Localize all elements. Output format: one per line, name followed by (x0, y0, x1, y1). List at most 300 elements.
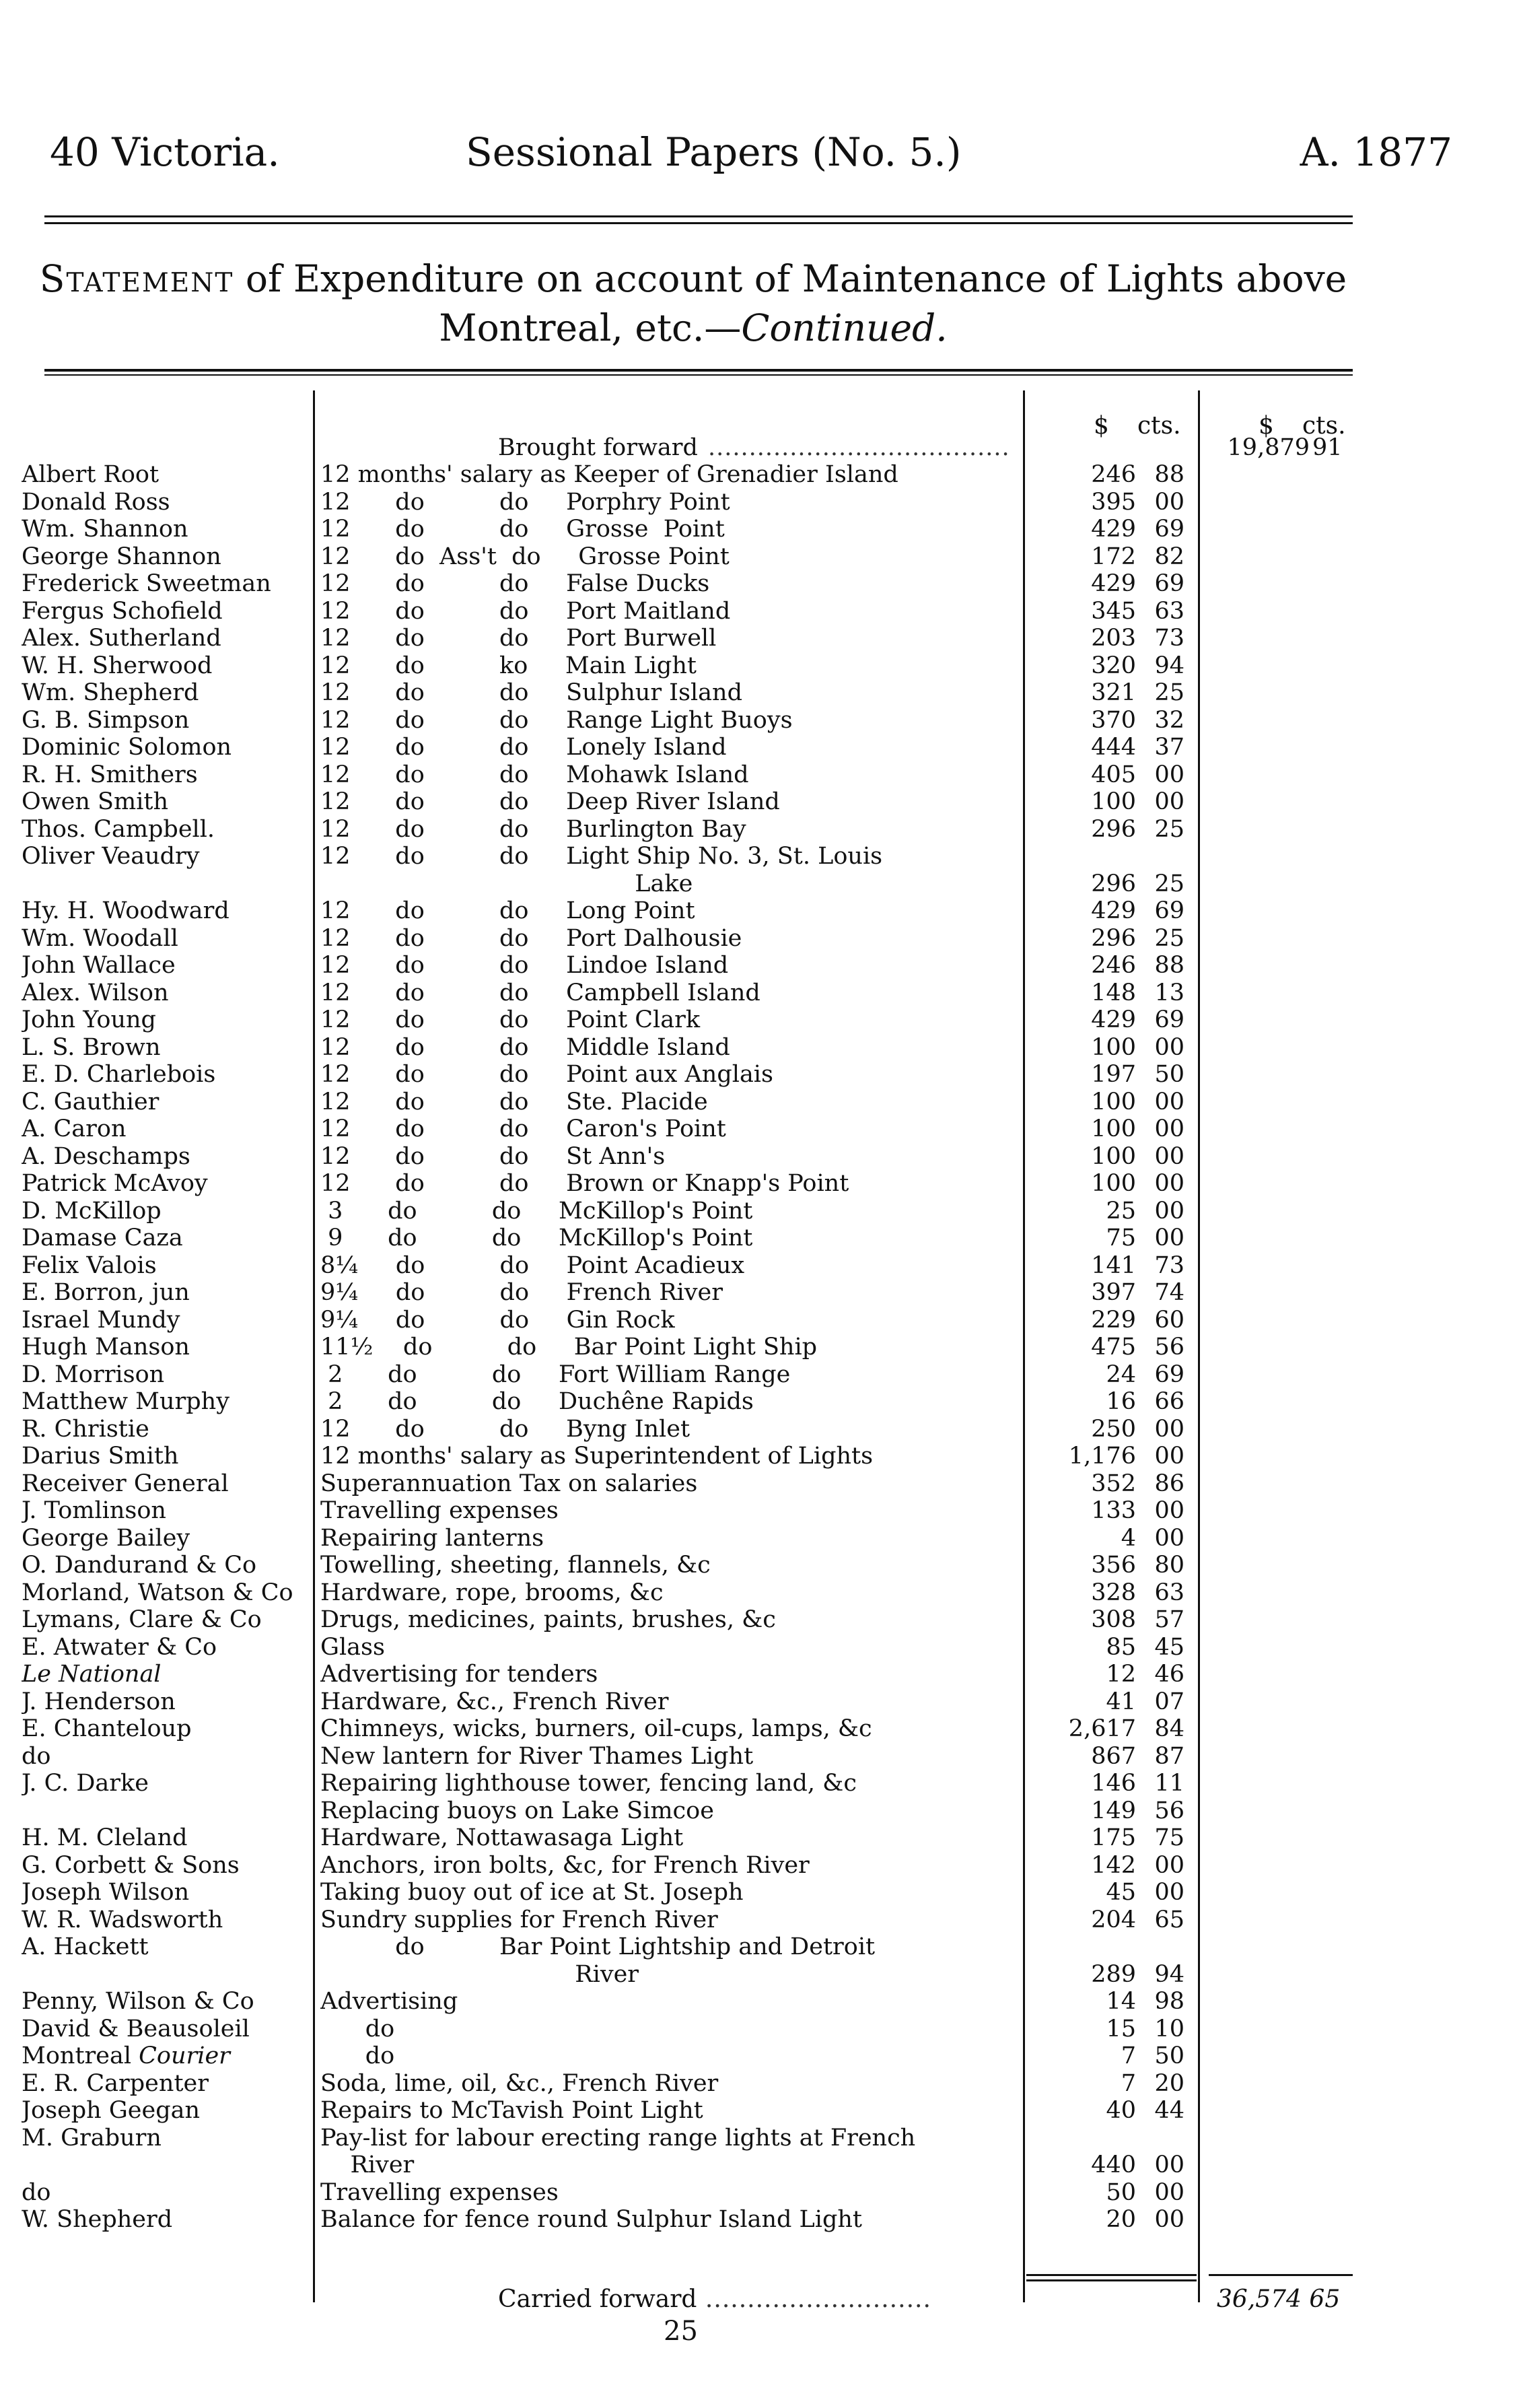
table-row (0, 1416, 1523, 1443)
table-row (0, 1906, 1523, 1934)
payee-name: A. Hackett (22, 1933, 149, 1960)
amount-dollars: 321 (1091, 679, 1136, 706)
table-row (0, 1170, 1523, 1198)
amount-dollars: 197 (1091, 1061, 1136, 1088)
table-row (0, 1634, 1523, 1661)
amount-dollars: 7 (1121, 2069, 1136, 2097)
expense-description: 12 do do Byng Inlet (320, 1415, 690, 1443)
expense-description: 11½ do do Bar Point Light Ship (320, 1334, 818, 1361)
payee-name: Wm. Woodall (22, 924, 178, 952)
table-row (0, 516, 1523, 543)
total-rule (1209, 2274, 1353, 2276)
expense-description: Repairing lanterns (320, 1524, 544, 1552)
amount-cents: 66 (1154, 1388, 1184, 1415)
amount-cents: 00 (1154, 1415, 1184, 1443)
carried-forward-cents: 65 (1309, 2285, 1341, 2313)
table-row (0, 1115, 1523, 1143)
payee-name: L. S. Brown (22, 1033, 161, 1061)
table-row (0, 2016, 1523, 2043)
amount-dollars: 15 (1106, 2015, 1136, 2042)
payee-name: Hugh Manson (22, 1334, 190, 1361)
table-row (0, 1198, 1523, 1225)
brought-forward-leader: ..................................... (708, 434, 1010, 461)
amount-cents: 46 (1154, 1661, 1184, 1688)
payee-name: G. Corbett & Sons (22, 1851, 240, 1879)
payee-name: R. Christie (22, 1415, 149, 1443)
col1-currency-header: $ (1094, 412, 1109, 440)
expense-description: 12 do do Deep River Island (320, 788, 780, 815)
payee-name: Joseph Wilson (22, 1879, 190, 1906)
expense-description: Superannuation Tax on salaries (320, 1470, 698, 1497)
amount-dollars: 75 (1106, 1225, 1136, 1251)
table-row (0, 1933, 1523, 1961)
amount-dollars: 444 (1091, 734, 1136, 761)
amount-cents: 65 (1154, 1906, 1184, 1933)
payee-name: Morland, Watson & Co (22, 1579, 293, 1606)
table-row (0, 1552, 1523, 1579)
expense-description: 12 do do St Ann's (320, 1142, 666, 1170)
payee-name: David & Beausoleil (22, 2015, 250, 2042)
expense-description: New lantern for River Thames Light (320, 1742, 754, 1770)
amount-cents: 69 (1154, 1361, 1184, 1388)
col2-currency-header: $ (1259, 412, 1274, 440)
expense-description: Lake (320, 870, 693, 897)
payee-name: George Bailey (22, 1524, 190, 1552)
amount-cents: 57 (1154, 1606, 1184, 1633)
expense-description: Glass (320, 1633, 385, 1661)
expense-description: Advertising for tenders (320, 1661, 598, 1688)
table-row (0, 1225, 1523, 1252)
expense-description: 12 do do Porphry Point (320, 488, 730, 516)
table-row (0, 2206, 1523, 2234)
amount-cents: 13 (1154, 979, 1184, 1006)
amount-dollars: 175 (1091, 1824, 1136, 1851)
amount-dollars: 246 (1091, 952, 1136, 979)
brought-forward-row (0, 434, 1523, 462)
amount-cents: 00 (1154, 1524, 1184, 1552)
table-row (0, 1852, 1523, 1880)
table-row (0, 1034, 1523, 1062)
amount-dollars: 296 (1091, 924, 1136, 952)
amount-cents: 00 (1154, 2152, 1184, 2178)
amount-cents: 75 (1154, 1824, 1184, 1851)
table-row (0, 870, 1523, 898)
amount-cents: 69 (1154, 1006, 1184, 1033)
amount-dollars: 429 (1091, 570, 1136, 597)
amount-dollars: 100 (1091, 1115, 1136, 1142)
amount-dollars: 149 (1091, 1797, 1136, 1824)
expense-description: 12 do do Port Burwell (320, 625, 717, 652)
amount-cents: 87 (1154, 1742, 1184, 1770)
table-row (0, 1252, 1523, 1280)
carried-forward-dollars: 36,574 (1217, 2285, 1302, 2313)
amount-cents: 56 (1154, 1797, 1184, 1824)
payee-name: Dominic Solomon (22, 734, 232, 761)
payee-name: J. C. Darke (22, 1770, 149, 1797)
statement-word: Statement (39, 257, 234, 300)
amount-dollars: 289 (1091, 1960, 1136, 1988)
col1-cents-header: cts. (1137, 412, 1181, 440)
amount-dollars: 308 (1091, 1606, 1136, 1633)
brought-forward-dollars: 19,879 (1227, 434, 1310, 461)
amount-cents: 20 (1154, 2069, 1184, 2097)
amount-cents: 84 (1154, 1715, 1184, 1742)
amount-cents: 00 (1154, 1088, 1184, 1115)
amount-cents: 25 (1154, 924, 1184, 952)
amount-cents: 69 (1154, 516, 1184, 543)
expense-description: 12 do do Long Point (320, 897, 695, 924)
table-row (0, 1715, 1523, 1743)
expense-description: Soda, lime, oil, &c., French River (320, 2069, 719, 2097)
amount-dollars: 867 (1091, 1742, 1136, 1770)
table-row (0, 1988, 1523, 2016)
payee-name-italic: Courier (139, 2042, 230, 2069)
col2-cents-header: cts. (1302, 412, 1346, 440)
amount-dollars: 296 (1091, 870, 1136, 897)
payee-name: E. D. Charlebois (22, 1061, 216, 1088)
amount-dollars: 100 (1091, 788, 1136, 815)
payee-name: Patrick McAvoy (22, 1170, 208, 1197)
expense-description: Travelling expenses (320, 2178, 559, 2206)
table-row (0, 734, 1523, 761)
amount-dollars: 4 (1121, 1524, 1136, 1552)
expense-description: Hardware, &c., French River (320, 1688, 669, 1715)
table-row (0, 2152, 1523, 2179)
expense-description: 12 do do False Ducks (320, 570, 710, 597)
table-row (0, 1661, 1523, 1688)
expense-description: do Bar Point Lightship and Detroit (320, 1933, 876, 1960)
amount-dollars: 296 (1091, 815, 1136, 843)
expense-description: 12 do do Point Clark (320, 1006, 701, 1033)
payee-name: A. Deschamps (22, 1142, 190, 1170)
expense-description: River (320, 2152, 415, 2178)
payee-name: Lymans, Clare & Co (22, 1606, 262, 1633)
expense-description: Sundry supplies for French River (320, 1906, 718, 1933)
running-header-right: A. 1877 (1300, 129, 1452, 175)
payee-name: O. Dandurand & Co (22, 1552, 257, 1579)
table-row (0, 979, 1523, 1007)
expense-description: 12 do ko Main Light (320, 652, 697, 679)
table-row (0, 543, 1523, 571)
amount-dollars: 148 (1091, 979, 1136, 1006)
amount-dollars: 440 (1091, 2152, 1136, 2178)
amount-cents: 94 (1154, 652, 1184, 679)
table-row (0, 489, 1523, 516)
payee-name: E. R. Carpenter (22, 2069, 209, 2097)
amount-dollars: 397 (1091, 1279, 1136, 1306)
table-top-rule (44, 369, 1353, 372)
table-row (0, 1824, 1523, 1852)
amount-cents: 10 (1154, 2015, 1184, 2042)
payee-name: H. M. Cleland (22, 1824, 188, 1851)
table-row (0, 1743, 1523, 1770)
amount-cents: 00 (1154, 1851, 1184, 1879)
amount-dollars: 25 (1106, 1197, 1136, 1225)
payee-name: Alex. Wilson (22, 979, 169, 1006)
amount-dollars: 100 (1091, 1088, 1136, 1115)
payee-name: Alex. Sutherland (22, 625, 221, 652)
payee-name: R. H. Smithers (22, 761, 198, 788)
expense-description: 12 do do Lonely Island (320, 734, 727, 761)
amount-cents: 32 (1154, 706, 1184, 734)
payee-name: E. Chanteloup (22, 1715, 192, 1742)
amount-dollars: 100 (1091, 1033, 1136, 1061)
amount-cents: 88 (1154, 952, 1184, 979)
expense-description: Pay-list for labour erecting range lights at French (320, 2124, 916, 2152)
expense-description: Repairing lighthouse tower, fencing land, &c (320, 1770, 857, 1797)
amount-dollars: 20 (1106, 2206, 1136, 2233)
amount-dollars: 141 (1091, 1251, 1136, 1279)
amount-cents: 63 (1154, 597, 1184, 625)
amount-cents: 45 (1154, 1633, 1184, 1661)
expense-description: 12 do do Sulphur Island (320, 679, 742, 706)
table-row (0, 1361, 1523, 1389)
table-row (0, 2070, 1523, 2098)
amount-cents: 00 (1154, 1033, 1184, 1061)
expense-description: 2 do do Duchêne Rapids (320, 1388, 754, 1415)
table-row (0, 1279, 1523, 1307)
amount-dollars: 24 (1106, 1361, 1136, 1388)
amount-dollars: 1,176 (1068, 1443, 1136, 1470)
expense-description: River (320, 1960, 639, 1988)
payee-name: John Young (22, 1006, 156, 1033)
table-row (0, 1143, 1523, 1171)
payee-name: E. Borron, jun (22, 1279, 190, 1306)
expense-description: Chimneys, wicks, burners, oil-cups, lamps, &c (320, 1715, 872, 1742)
table-row (0, 1089, 1523, 1116)
expense-description: 12 do do Campbell Island (320, 979, 760, 1006)
payee-name: Thos. Campbell. (22, 815, 215, 843)
expense-description: Travelling expenses (320, 1497, 559, 1524)
table-row (0, 1525, 1523, 1552)
amount-dollars: 172 (1091, 543, 1136, 570)
payee-name: A. Caron (22, 1115, 127, 1142)
amount-cents: 63 (1154, 1579, 1184, 1606)
expense-description: 12 do Ass't do Grosse Point (320, 543, 730, 570)
payee-name: M. Graburn (22, 2124, 162, 2152)
table-row (0, 707, 1523, 734)
expense-description: Taking buoy out of ice at St. Joseph (320, 1879, 744, 1906)
payee-name: W. Shepherd (22, 2206, 173, 2233)
table-row (0, 1061, 1523, 1089)
expense-description: 12 months' salary as Keeper of Grenadier Island (320, 461, 898, 488)
table-row (0, 1307, 1523, 1334)
amount-cents: 00 (1154, 1142, 1184, 1170)
amount-dollars: 345 (1091, 597, 1136, 625)
table-row (0, 2125, 1523, 2152)
payee-name: Israel Mundy (22, 1306, 180, 1334)
amount-dollars: 2,617 (1068, 1715, 1136, 1742)
amount-cents: 11 (1154, 1770, 1184, 1797)
amount-cents: 50 (1154, 2042, 1184, 2069)
amount-dollars: 85 (1106, 1633, 1136, 1661)
brought-forward-label: Brought forward (498, 434, 698, 461)
table-row (0, 625, 1523, 652)
subtotal-rule (1026, 2274, 1197, 2276)
expense-description: Replacing buoys on Lake Simcoe (320, 1797, 714, 1824)
amount-cents: 60 (1154, 1306, 1184, 1334)
table-row (0, 570, 1523, 598)
table-row (0, 897, 1523, 925)
amount-cents: 25 (1154, 870, 1184, 897)
amount-cents: 25 (1154, 815, 1184, 843)
running-header-center: Sessional Papers (No. 5.) (466, 129, 962, 175)
expense-description: 12 do do Middle Island (320, 1033, 730, 1061)
expense-description: 12 do do Burlington Bay (320, 815, 746, 843)
table-row (0, 1688, 1523, 1716)
amount-dollars: 395 (1091, 488, 1136, 516)
amount-cents: 98 (1154, 1988, 1184, 2015)
amount-cents: 00 (1154, 1497, 1184, 1524)
payee-name: Fergus Schofield (22, 597, 223, 625)
payee-name: Damase Caza (22, 1225, 183, 1251)
amount-cents: 50 (1154, 1061, 1184, 1088)
amount-dollars: 146 (1091, 1770, 1136, 1797)
expenditure-table (0, 461, 1523, 2234)
amount-dollars: 246 (1091, 461, 1136, 488)
table-row (0, 1606, 1523, 1634)
table-row (0, 652, 1523, 680)
amount-cents: 80 (1154, 1552, 1184, 1579)
table-row (0, 1579, 1523, 1607)
table-row (0, 761, 1523, 789)
amount-cents: 86 (1154, 1470, 1184, 1497)
amount-cents: 73 (1154, 625, 1184, 652)
amount-dollars: 429 (1091, 516, 1136, 543)
table-row (0, 1497, 1523, 1525)
statement-title-rest: of Expenditure on account of Maintenance of Lights above (234, 257, 1347, 300)
amount-dollars: 328 (1091, 1579, 1136, 1606)
amount-dollars: 45 (1106, 1879, 1136, 1906)
expense-description: 2 do do Fort William Range (320, 1361, 791, 1388)
carried-forward-text: Carried forward (498, 2285, 697, 2313)
payee-name: Hy. H. Woodward (22, 897, 229, 924)
subtotal-rule-2 (1026, 2279, 1197, 2281)
statement-title-continued: Continued. (741, 306, 948, 349)
amount-dollars: 475 (1091, 1334, 1136, 1361)
statement-title-line1 (20, 257, 1366, 300)
amount-dollars: 100 (1091, 1142, 1136, 1170)
payee-name: W. H. Sherwood (22, 652, 213, 679)
amount-cents: 44 (1154, 2097, 1184, 2124)
amount-cents: 00 (1154, 761, 1184, 788)
carried-forward-label (498, 2285, 931, 2313)
payee-name: Montreal Courier (22, 2042, 230, 2069)
amount-cents: 00 (1154, 2206, 1184, 2233)
amount-dollars: 320 (1091, 652, 1136, 679)
expense-description: Hardware, rope, brooms, &c (320, 1579, 664, 1606)
amount-dollars: 203 (1091, 625, 1136, 652)
amount-cents: 00 (1154, 1443, 1184, 1470)
table-row (0, 598, 1523, 625)
payee-name: Albert Root (22, 461, 160, 488)
table-row (0, 788, 1523, 816)
amount-dollars: 142 (1091, 1851, 1136, 1879)
expense-description: 9 do do McKillop's Point (320, 1225, 753, 1251)
table-row (0, 1879, 1523, 1906)
table-row (0, 2097, 1523, 2125)
amount-dollars: 229 (1091, 1306, 1136, 1334)
table-row (0, 1961, 1523, 1989)
amount-dollars: 429 (1091, 1006, 1136, 1033)
expense-description: 12 do do Caron's Point (320, 1115, 726, 1142)
amount-dollars: 40 (1106, 2097, 1136, 2124)
payee-name: J. Henderson (22, 1688, 176, 1715)
payee-name: do (22, 1742, 51, 1770)
carried-forward-leader: ........................... (697, 2285, 931, 2313)
statement-title-line2-text: Montreal, etc.— (439, 306, 742, 349)
header-rule-bottom (44, 222, 1353, 224)
expense-description: 12 do do Brown or Knapp's Point (320, 1170, 849, 1197)
expense-description: do (320, 2042, 395, 2069)
amount-dollars: 370 (1091, 706, 1136, 734)
payee-name: Donald Ross (22, 488, 170, 516)
payee-name: Frederick Sweetman (22, 570, 271, 597)
expense-description: 12 do do Lindoe Island (320, 952, 729, 979)
table-row (0, 816, 1523, 844)
expense-description: 3 do do McKillop's Point (320, 1197, 753, 1225)
amount-dollars: 50 (1106, 2178, 1136, 2206)
amount-cents: 37 (1154, 734, 1184, 761)
payee-name: Felix Valois (22, 1251, 157, 1279)
amount-dollars: 204 (1091, 1906, 1136, 1933)
payee-name: W. R. Wadsworth (22, 1906, 223, 1933)
payee-name: Wm. Shepherd (22, 679, 199, 706)
expense-description: 12 do do Grosse Point (320, 516, 725, 543)
amount-dollars: 405 (1091, 761, 1136, 788)
brought-forward-cents: 91 (1312, 434, 1343, 461)
expense-description: 12 do do Light Ship No. 3, St. Louis (320, 843, 883, 870)
amount-cents: 00 (1154, 788, 1184, 815)
payee-name: G. B. Simpson (22, 706, 190, 734)
amount-dollars: 41 (1106, 1688, 1136, 1715)
amount-dollars: 429 (1091, 897, 1136, 924)
table-row (0, 461, 1523, 489)
payee-name: Penny, Wilson & Co (22, 1988, 254, 2015)
statement-title-line2 (20, 306, 1366, 349)
expense-description: 12 do do Port Maitland (320, 597, 731, 625)
amount-cents: 00 (1154, 2178, 1184, 2206)
payee-name: J. Tomlinson (22, 1497, 166, 1524)
table-row (0, 1334, 1523, 1361)
amount-cents: 73 (1154, 1251, 1184, 1279)
amount-dollars: 12 (1106, 1661, 1136, 1688)
table-row (0, 843, 1523, 870)
table-row (0, 925, 1523, 953)
payee-name: D. Morrison (22, 1361, 165, 1388)
header-rule-top (44, 215, 1353, 217)
amount-cents: 00 (1154, 488, 1184, 516)
amount-cents: 25 (1154, 679, 1184, 706)
table-row (0, 2042, 1523, 2070)
expense-description: 12 months' salary as Superintendent of Lights (320, 1443, 874, 1470)
amount-cents: 00 (1154, 1170, 1184, 1197)
expense-description: 12 do do Point aux Anglais (320, 1061, 773, 1088)
amount-cents: 88 (1154, 461, 1184, 488)
running-header-left: 40 Victoria. (50, 129, 280, 175)
payee-name: Le National (22, 1661, 162, 1688)
payee-name: Matthew Murphy (22, 1388, 230, 1415)
amount-dollars: 100 (1091, 1170, 1136, 1197)
expense-description: 12 do do Mohawk Island (320, 761, 749, 788)
expense-description: 12 do do Port Dalhousie (320, 924, 742, 952)
amount-cents: 00 (1154, 1115, 1184, 1142)
expense-description: 12 do do Range Light Buoys (320, 706, 793, 734)
page-number: 25 (664, 2316, 698, 2347)
table-top-rule-thin (44, 374, 1353, 376)
carried-forward-total (1217, 2285, 1340, 2313)
expense-description: 12 do do Ste. Placide (320, 1088, 708, 1115)
